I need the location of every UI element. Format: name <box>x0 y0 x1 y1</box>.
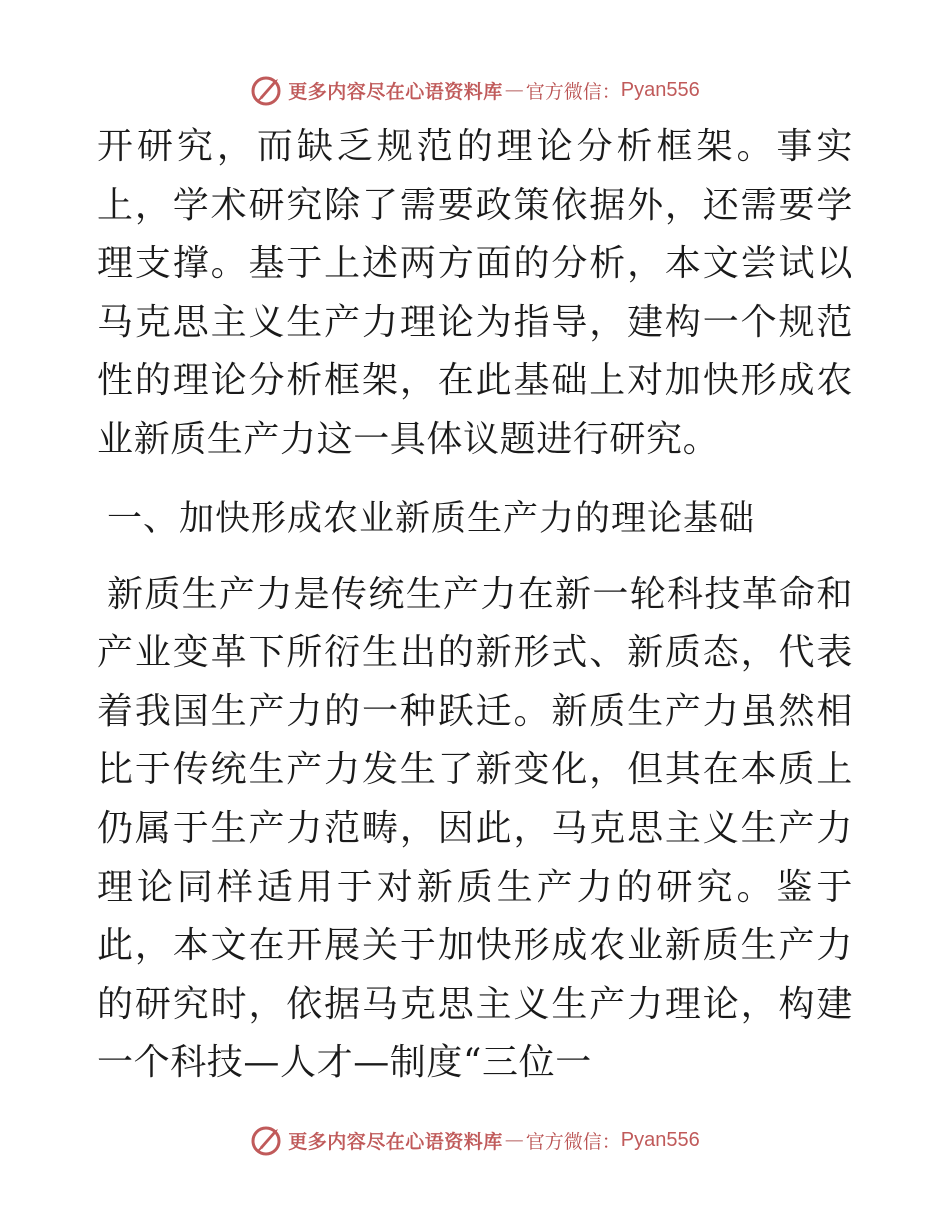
footer-watermark <box>0 1120 950 1160</box>
banner-brand-text: 更多内容尽在心语资料库 <box>288 1130 503 1153</box>
document-body <box>97 118 853 1093</box>
quill-logo-icon <box>250 1123 284 1157</box>
header-watermark <box>0 70 950 110</box>
paragraph-theory: 新质生产力是传统生产力在新一轮科技革命和产业变革下所衍生出的新形式、新质态，代表着我国生产力的一种跃迁。新质生产力虽然相比于传统生产力发生了新变化，但其在本质上仍属于生产力范畴，因此，马克思主义生产力理论同样适用于对新质生产力的研究。鉴于此，本文在开展关于加快形成农业新质生产力的研究时，依据马克思主义生产力理论，构建一个科技—人才—制度“三位一 <box>97 573 853 1084</box>
paragraph-intro: 开研究，而缺乏规范的理论分析框架。事实上，学术研究除了需要政策依据外，还需要学理支撑。基于上述两方面的分析，本文尝试以马克思主义生产力理论为指导，建构一个规范性的理论分析框架，在此基础上对加快形成农业新质生产力这一具体议题进行研究。 <box>97 126 853 460</box>
banner-handle: Pyan556 <box>620 1128 700 1151</box>
banner-wechat-label: 官方微信： <box>525 1130 621 1153</box>
banner-dash: — <box>504 79 524 101</box>
banner-handle: Pyan556 <box>620 78 700 101</box>
banner-brand-text: 更多内容尽在心语资料库 <box>288 80 503 103</box>
banner-dash: — <box>504 1129 524 1151</box>
section-heading: 一、加快形成农业新质生产力的理论基础 <box>107 498 756 539</box>
banner-wechat-label: 官方微信： <box>525 80 621 103</box>
quill-logo-icon <box>250 73 284 107</box>
